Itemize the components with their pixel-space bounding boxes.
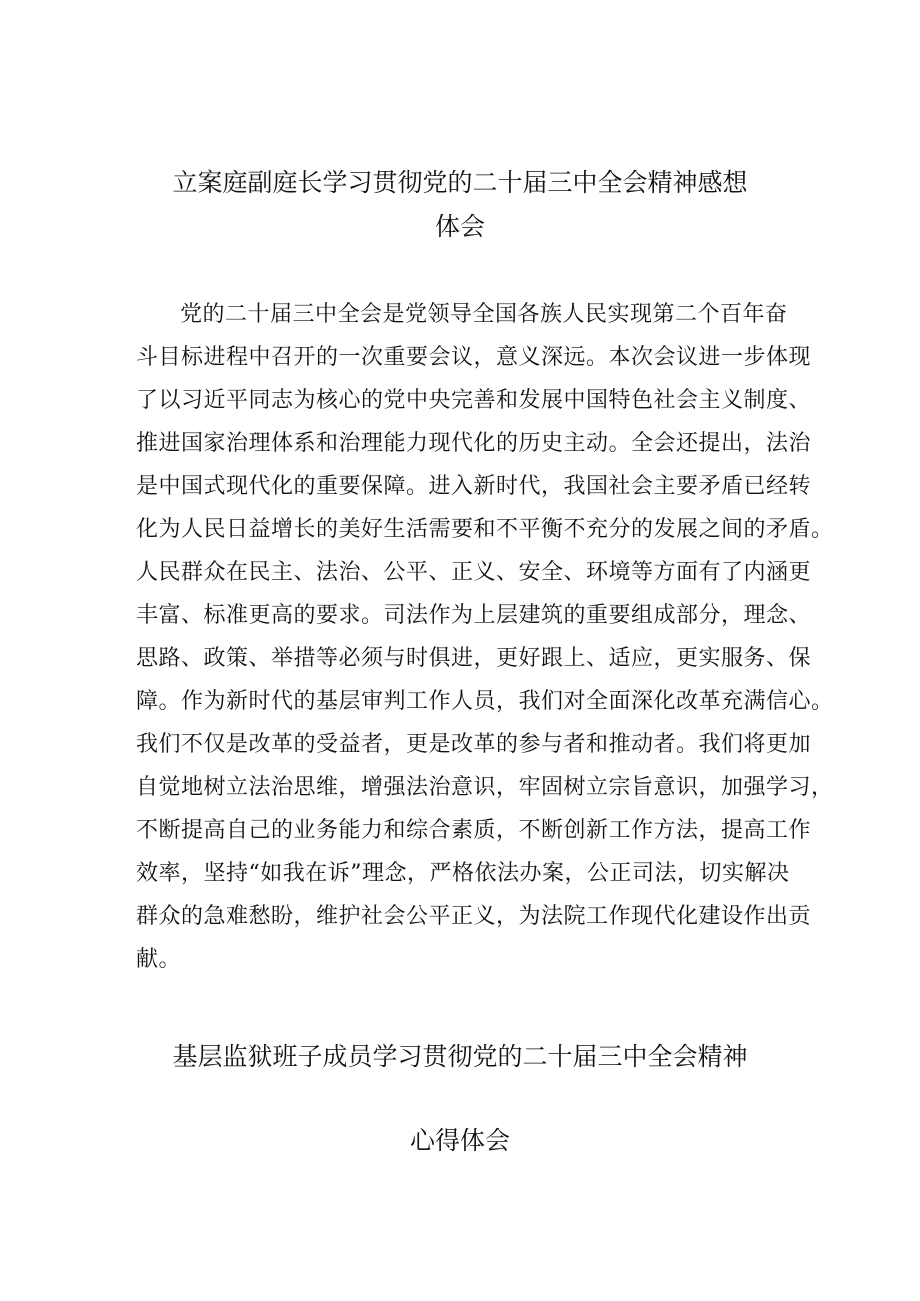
body-line: 是中国式现代化的重要保障。进入新时代，我国社会主要矛盾已经转 [136, 474, 812, 499]
body-line: 斗目标进程中召开的一次重要会议，意义深远。本次会议进一步体现 [136, 345, 812, 370]
body-line: 不断提高自己的业务能力和综合素质，不断创新工作方法，提高工作 [136, 818, 812, 843]
body-line: 我们不仅是改革的受益者，更是改革的参与者和推动者。我们将更加 [136, 732, 812, 757]
body-line: 化为人民日益增长的美好生活需要和不平衡不充分的发展之间的矛盾。 [136, 517, 834, 542]
article-1-title-line-1: 立案庭副庭长学习贯彻党的二十届三中全会精神感想 [172, 168, 748, 197]
article-2-title-line-2: 心得体会 [409, 1126, 510, 1155]
body-line: 障。作为新时代的基层审判工作人员，我们对全面深化改革充满信心。 [136, 689, 834, 714]
body-line: 群众的急难愁盼，维护社会公平正义，为法院工作现代化建设作出贡 [136, 904, 812, 929]
body-line: 献。 [136, 947, 182, 972]
body-line: 效率，坚持“如我在诉”理念，严格依法办案，公正司法，切实解决 [136, 861, 790, 886]
article-2-title-line-1: 基层监狱班子成员学习贯彻党的二十届三中全会精神 [172, 1042, 748, 1071]
body-line: 自觉地树立法治思维，增强法治意识，牢固树立宗旨意识，加强学习， [136, 775, 834, 800]
body-line: 了以习近平同志为核心的党中央完善和发展中国特色社会主义制度、 [136, 388, 812, 413]
body-line: 人民群众在民主、法治、公平、正义、安全、环境等方面有了内涵更 [136, 560, 812, 585]
body-line: 党的二十届三中全会是党领导全国各族人民实现第二个百年奋 [180, 302, 788, 327]
body-line: 思路、政策、举措等必须与时俱进，更好跟上、适应，更实服务、保 [136, 646, 812, 671]
body-line: 推进国家治理体系和治理能力现代化的历史主动。全会还提出，法治 [136, 431, 812, 456]
body-line: 丰富、标准更高的要求。司法作为上层建筑的重要组成部分，理念、 [136, 603, 812, 628]
article-1-title-line-2: 体会 [434, 212, 485, 241]
